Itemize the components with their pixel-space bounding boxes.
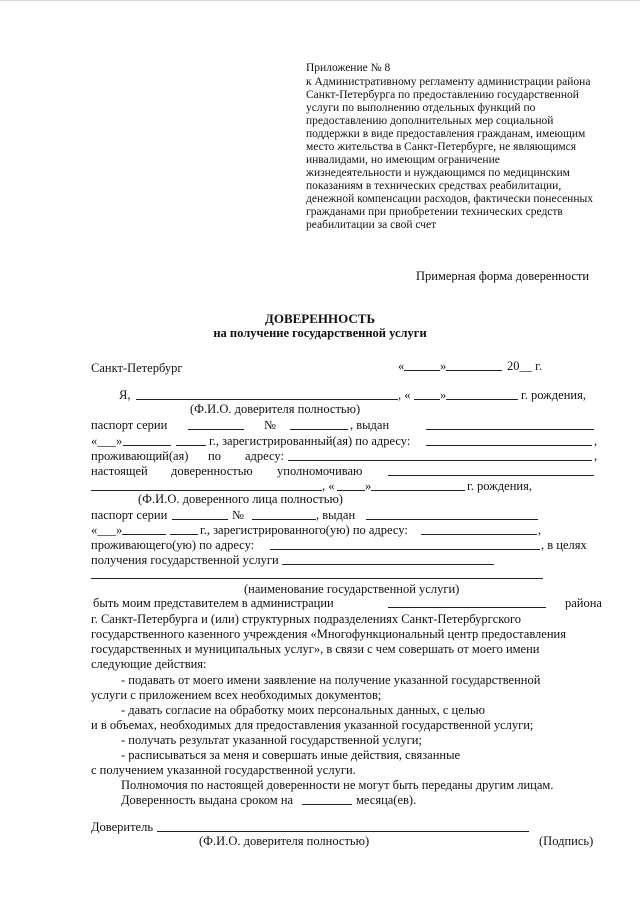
birth-date-close: » (440, 388, 447, 402)
agent-issue-year-field[interactable] (170, 534, 198, 535)
agent-birth-day-field[interactable] (337, 490, 365, 491)
appendix-line: показаниям в технических средствах реабилитации, (306, 180, 562, 192)
agent-birth-year-field[interactable] (371, 490, 465, 491)
district-label: района (565, 596, 602, 610)
appendix-line: жизнедеятельности и нуждающимся по медицинским (306, 167, 570, 179)
agent-passport-series-label: паспорт серии (91, 508, 168, 522)
hint-agent-name: (Ф.И.О. доверенного лица полностью) (138, 492, 343, 506)
principal-name-field[interactable] (136, 399, 398, 400)
agent-residing-label: проживающего(ую) по адресу: (91, 538, 255, 552)
principal-signature-name-field[interactable] (157, 831, 529, 832)
agent-birth-close: » (365, 479, 372, 493)
action-item: с получением указанной государственной услуги. (91, 763, 356, 777)
authorize-label-3: уполномочиваю (277, 464, 363, 478)
date-year-label: 20__ г. (507, 359, 542, 373)
date-quote-open: « (398, 359, 405, 373)
service-name-field-1[interactable] (282, 564, 494, 565)
appendix-line: денежной компенсации расходов, фактически понесенных (306, 193, 593, 205)
date-day-field[interactable] (404, 370, 440, 371)
appendix-line: услуги по выполнению отдельных функций по (306, 102, 536, 114)
residence-address-field[interactable] (288, 460, 592, 461)
agent-passport-series-field[interactable] (172, 519, 228, 520)
appendix-line: к Административному регламенту администрации района (306, 76, 591, 88)
date-quote-close: » (440, 359, 447, 373)
issue-year-field[interactable] (176, 445, 206, 446)
scan-edge-line (0, 0, 640, 1)
form-type-label: Примерная форма доверенности (416, 269, 590, 283)
appendix-number: Приложение № 8 (306, 62, 391, 74)
term-unit-label: месяца(ев). (356, 793, 417, 807)
registered-label: г., зарегистрированный(ая) по адресу: (209, 434, 411, 448)
body-paragraph-line: государственного казенного учреждения «Многофункциональный центр предоставления (91, 627, 566, 641)
registration-address-field[interactable] (426, 445, 592, 446)
appendix-line: Санкт-Петербурга по предоставлению государственной (306, 89, 579, 101)
comma: , (594, 434, 598, 448)
appendix-line: реабилитации за свой счет (306, 219, 437, 231)
appendix-line: гражданами при приобретении технических средств (306, 206, 563, 218)
passport-series-label: паспорт серии (91, 418, 168, 432)
agent-issue-date-open: «___» (91, 523, 123, 537)
birth-date-open: , « (398, 388, 411, 402)
body-paragraph-line: следующие действия: (91, 657, 207, 671)
residing-label-2: по (208, 449, 221, 463)
agent-passport-issued-label: , выдан (316, 508, 356, 522)
agent-residence-address-field[interactable] (270, 549, 540, 550)
passport-issuer-field[interactable] (426, 429, 594, 430)
hint-principal-name-2: (Ф.И.О. доверителя полностью) (199, 834, 370, 848)
agent-passport-number-sign: № (232, 508, 244, 522)
date-month-field[interactable] (446, 370, 502, 371)
agent-name-field-1[interactable] (388, 475, 594, 476)
residing-label-3: адресу: (245, 449, 284, 463)
appendix-line: предоставлению дополнительных мер социальной (306, 115, 554, 127)
action-item: - расписываться за меня и совершать иные действия, связанные (121, 748, 461, 762)
action-item: - подавать от моего имени заявление на получение указанной государственной (121, 673, 541, 687)
agent-passport-number-field[interactable] (252, 519, 316, 520)
principal-label: Доверитель (91, 820, 154, 834)
passport-number-sign: № (264, 418, 276, 432)
receiving-service-label: получения государственной услуги (91, 553, 279, 567)
agent-birth-label: г. рождения, (467, 479, 532, 493)
agent-registered-label: г., зарегистрированного(ую) по адресу: (200, 523, 408, 537)
comma: , (594, 449, 598, 463)
passport-issued-label: , выдан (350, 418, 390, 432)
agent-issue-month-field[interactable] (122, 534, 166, 535)
passport-number-field[interactable] (290, 429, 348, 430)
passport-series-field[interactable] (188, 429, 244, 430)
action-item: - давать согласие на обработку моих персональных данных, с целью (121, 703, 486, 717)
document-subtitle: на получение государственной услуги (213, 326, 427, 340)
birth-year-field[interactable] (446, 399, 518, 400)
service-name-field-2[interactable] (91, 578, 543, 579)
powers-statement: Полномочия по настоящей доверенности не могут быть переданы другим лицам. (121, 778, 554, 792)
issue-date-open: «___» (91, 434, 123, 448)
birth-label: г. рождения, (521, 388, 586, 402)
agent-registration-address-field[interactable] (421, 534, 537, 535)
body-paragraph-line: г. Санкт-Петербурга и (или) структурных подразделениях Санкт-Петербургского (91, 612, 522, 626)
action-item: и в объемах, необходимых для предоставления указанной государственной услуги; (91, 718, 534, 732)
appendix-line: инвалидами, но имеющим ограничение (306, 154, 500, 166)
hint-service-name: (наименование государственной услуги) (244, 582, 460, 596)
authorize-label-1: настоящей (91, 464, 148, 478)
representative-text: быть моим представителем в администрации (93, 596, 334, 610)
hint-principal-name: (Ф.И.О. доверителя полностью) (190, 402, 361, 416)
issue-month-field[interactable] (123, 445, 171, 446)
authorize-label-2: доверенностью (171, 464, 253, 478)
agent-passport-issuer-field[interactable] (366, 519, 538, 520)
body-paragraph-line: государственных и муниципальных услуг», в связи с чем совершать от моего имени (91, 642, 540, 656)
place-label: Санкт-Петербург (91, 361, 183, 375)
principal-ya: Я, (119, 388, 131, 402)
birth-day-field[interactable] (414, 399, 440, 400)
district-field[interactable] (388, 607, 546, 608)
agent-name-field-2[interactable] (91, 490, 322, 491)
action-item: услуги с приложением всех необходимых документов; (91, 688, 382, 702)
term-months-field[interactable] (302, 804, 352, 805)
comma: , (538, 523, 542, 537)
signature-label: (Подпись) (539, 834, 594, 848)
action-item: - получать результат указанной государственной услуги; (121, 733, 422, 747)
appendix-line: поддержки в виде предоставления гражданам, имеющим (306, 128, 586, 140)
agent-birth-open: , « (322, 479, 335, 493)
residing-label-1: проживающий(ая) (91, 449, 189, 463)
in-order-label: , в целях (541, 538, 587, 552)
term-label: Доверенность выдана сроком на (121, 793, 294, 807)
document-title: ДОВЕРЕННОСТЬ (264, 311, 376, 326)
appendix-line: место жительства в Санкт-Петербурге, не являющимся (306, 141, 577, 153)
